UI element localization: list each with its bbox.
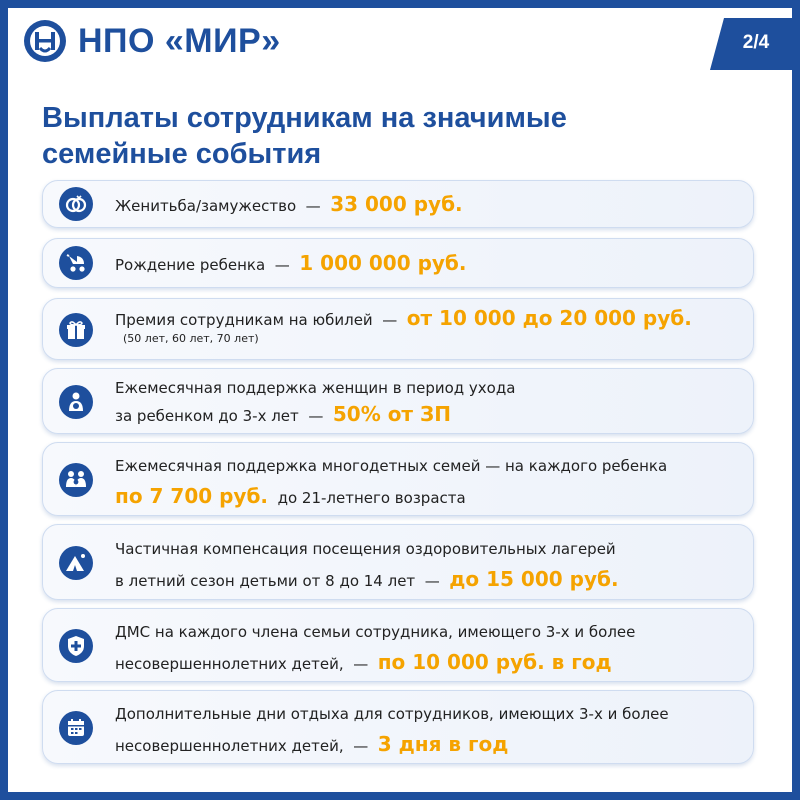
rings-icon <box>59 187 93 221</box>
dash: — <box>382 311 398 329</box>
benefit-amount: 33 000 руб. <box>330 192 463 216</box>
benefit-card-anniversary <box>42 298 754 360</box>
benefit-amount: 1 000 000 руб. <box>299 251 467 275</box>
dash: — <box>305 197 321 215</box>
page-title <box>42 100 642 172</box>
benefit-label-line-1: Дополнительные дни отдыха для сотрудников, имеющих 3-х и более <box>115 705 669 723</box>
benefit-label-line-2: за ребенком до 3-х лет <box>115 407 299 425</box>
benefit-label: Рождение ребенка <box>115 256 266 274</box>
benefit-label: Премия сотрудникам на юбилей <box>115 311 373 329</box>
benefit-amount: до 15 000 руб. <box>449 567 619 591</box>
benefit-amount: по 7 700 руб. <box>115 484 269 508</box>
benefit-amount: по 10 000 руб. в год <box>377 650 612 674</box>
dash: — <box>353 655 369 673</box>
logo-emblem-icon <box>22 18 68 64</box>
benefit-card-health-insurance <box>42 608 754 682</box>
benefit-card-summer-camp <box>42 524 754 600</box>
benefit-label-line-2: до 21-летнего возраста <box>277 489 466 507</box>
benefit-amount: 3 дня в год <box>377 732 509 756</box>
benefit-label-line-1: Ежемесячная поддержка женщин в период ухода <box>115 379 516 397</box>
benefit-label-line-2: в летний сезон детьми от 8 до 14 лет <box>115 572 416 590</box>
benefit-card-large-family <box>42 442 754 516</box>
benefit-amount: от 10 000 до 20 000 руб. <box>406 306 692 330</box>
baby-stroller-icon <box>59 246 93 280</box>
calendar-icon <box>59 711 93 745</box>
benefit-text <box>115 451 739 513</box>
benefit-text <box>115 305 739 333</box>
benefit-text <box>115 699 739 761</box>
benefit-label-line-1: ДМС на каждого члена семьи сотрудника, имеющего 3-х и более <box>115 623 636 641</box>
benefit-amount: 50% от ЗП <box>332 402 451 426</box>
medical-shield-icon <box>59 629 93 663</box>
title-line-1: Выплаты сотрудникам на значимые <box>42 102 567 134</box>
benefit-card-extra-days-off <box>42 690 754 764</box>
benefit-label: Женитьба/замужество <box>115 197 297 215</box>
title-line-2: семейные события <box>42 138 322 170</box>
mother-child-icon <box>59 385 93 419</box>
benefit-card-wedding <box>42 180 754 228</box>
benefit-label-line-1: Частичная компенсация посещения оздоровительных лагерей <box>115 540 616 558</box>
page-number: 2/4 <box>742 32 770 53</box>
company-logo <box>22 18 281 64</box>
camp-tent-icon <box>59 546 93 580</box>
benefit-note: (50 лет, 60 лет, 70 лет) <box>123 332 259 345</box>
gift-icon <box>59 313 93 347</box>
benefit-text <box>115 249 739 279</box>
benefit-card-childbirth <box>42 238 754 288</box>
logo-text: НПО «МИР» <box>78 21 281 60</box>
benefit-text <box>115 534 739 596</box>
benefit-card-childcare <box>42 368 754 434</box>
benefit-text <box>115 190 739 220</box>
benefit-label-line-2: несовершеннолетних детей, <box>115 655 344 673</box>
dash: — <box>308 407 324 425</box>
dash: — <box>274 256 290 274</box>
benefit-label-line-1: Ежемесячная поддержка многодетных семей — на каждого ребенка <box>115 457 668 475</box>
page-indicator <box>704 18 792 70</box>
dash: — <box>424 572 440 590</box>
benefit-label-line-2: несовершеннолетних детей, <box>115 737 344 755</box>
family-icon <box>59 463 93 497</box>
benefit-text <box>115 375 739 429</box>
dash: — <box>353 737 369 755</box>
benefit-text <box>115 617 739 679</box>
